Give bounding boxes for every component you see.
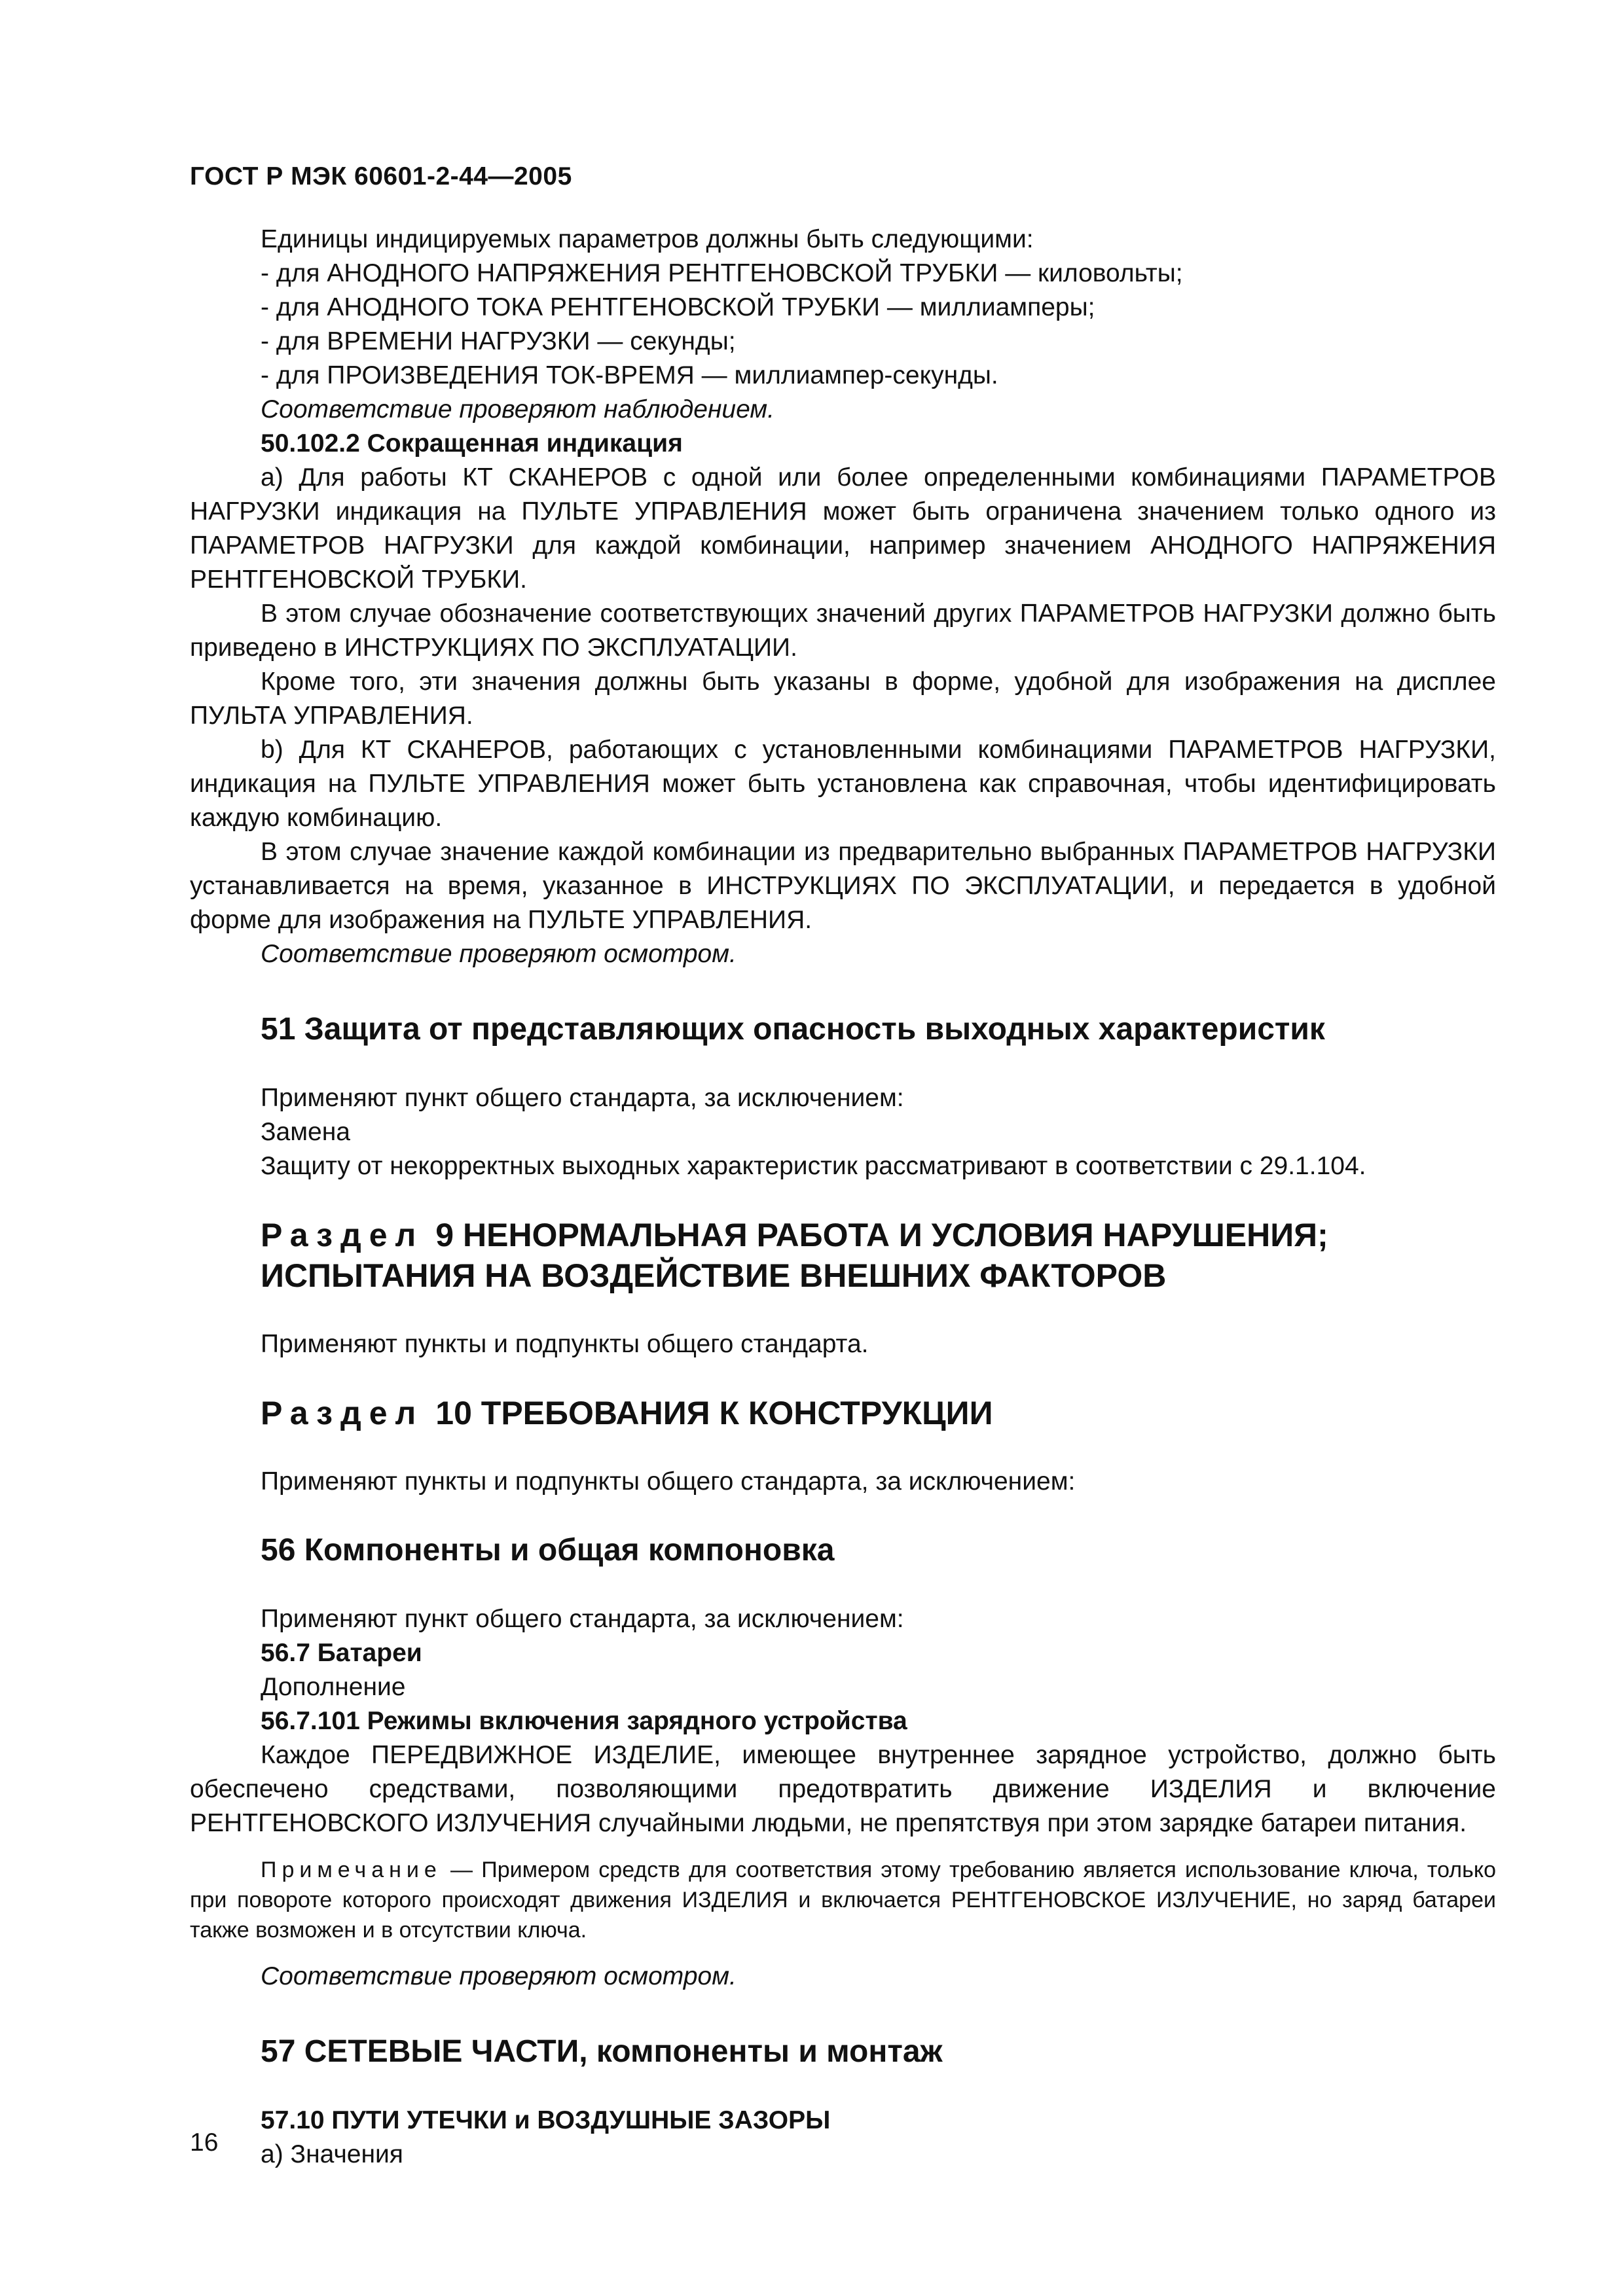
clause-heading-56-7: 56.7 Батареи: [261, 1639, 422, 1667]
units-intro: Единицы индицируемых параметров должны быть следующими:: [261, 225, 1034, 253]
clause-heading-50-102-2: 50.102.2 Сокращенная индикация: [261, 429, 683, 457]
part-label: Раздел: [261, 1395, 424, 1431]
part-heading-10: [261, 1393, 1496, 1433]
part-title: 10 ТРЕБОВАНИЯ К КОНСТРУКЦИИ: [435, 1395, 993, 1431]
section-heading-57: 57 СЕТЕВЫЕ ЧАСТИ, компоненты и монтаж: [261, 2034, 943, 2069]
part-heading-9: [261, 1215, 1496, 1255]
paragraph: В этом случае значение каждой комбинации из предварительно выбранных ПАРАМЕТРОВ НАГРУЗКИ устанавливается на время, указанное в ИНСТРУКЦИЯХ ПО ЭКСПЛУАТАЦИИ, и передается в удобной форме для изображения на ПУЛЬТЕ УПРАВЛЕНИЯ.: [190, 838, 1496, 934]
part-title-line2: ИСПЫТАНИЯ НА ВОЗДЕЙСТВИЕ ВНЕШНИХ ФАКТОРОВ: [261, 1257, 1167, 1294]
document-header: ГОСТ Р МЭК 60601-2-44—2005: [190, 162, 572, 190]
document-page: [190, 0, 1499, 2296]
paragraph: b) Для КТ СКАНЕРОВ, работающих с установленными комбинациями ПАРАМЕТРОВ НАГРУЗКИ, индикация на ПУЛЬТЕ УПРАВЛЕНИЯ может быть установлена как справочная, чтобы идентифицировать каждую комбинацию.: [190, 736, 1496, 832]
section-heading-56: 56 Компоненты и общая компоновка: [261, 1533, 835, 1568]
paragraph: а) Значения: [261, 2140, 403, 2168]
compliance-note: Соответствие проверяют осмотром.: [261, 940, 737, 968]
note-label: Примечание: [261, 1857, 442, 1882]
paragraph: Дополнение: [261, 1673, 406, 1701]
units-item: - для ПРОИЗВЕДЕНИЯ ТОК-ВРЕМЯ — миллиампер-секунды.: [261, 361, 998, 389]
paragraph: Защиту от некорректных выходных характеристик рассматривают в соответствии с 29.1.104.: [261, 1152, 1366, 1180]
compliance-note: Соответствие проверяют наблюдением.: [261, 395, 775, 423]
clause-heading-56-7-101: 56.7.101 Режимы включения зарядного устройства: [261, 1707, 907, 1735]
paragraph: В этом случае обозначение соответствующих значений других ПАРАМЕТРОВ НАГРУЗКИ должно быть приведено в ИНСТРУКЦИЯХ ПО ЭКСПЛУАТАЦИИ.: [190, 600, 1496, 662]
paragraph: Замена: [261, 1118, 350, 1146]
units-item: - для АНОДНОГО НАПРЯЖЕНИЯ РЕНТГЕНОВСКОЙ ТРУБКИ — киловольты;: [261, 259, 1183, 287]
part-title-line1: 9 НЕНОРМАЛЬНАЯ РАБОТА И УСЛОВИЯ НАРУШЕНИЯ;: [435, 1217, 1328, 1253]
part-label: Раздел: [261, 1217, 424, 1253]
paragraph: Каждое ПЕРЕДВИЖНОЕ ИЗДЕЛИЕ, имеющее внутреннее зарядное устройство, должно быть обеспечено средствами, позволяющими предотвратить движение ИЗДЕЛИЯ и включение РЕНТГЕНОВСКОГО ИЗЛУЧЕНИЯ случайными людьми, не препятствуя при этом зарядке батареи питания.: [190, 1741, 1496, 1837]
paragraph: Применяют пункты и подпункты общего стандарта.: [261, 1330, 869, 1358]
paragraph: Применяют пункт общего стандарта, за исключением:: [261, 1605, 904, 1633]
paragraph: Кроме того, эти значения должны быть указаны в форме, удобной для изображения на дисплее ПУЛЬТА УПРАВЛЕНИЯ.: [190, 668, 1496, 730]
compliance-note: Соответствие проверяют осмотром.: [261, 1962, 737, 1990]
document-body: [190, 223, 1496, 2172]
paragraph: Применяют пункт общего стандарта, за исключением:: [261, 1084, 904, 1112]
note: [190, 1855, 1496, 1945]
units-item: - для АНОДНОГО ТОКА РЕНТГЕНОВСКОЙ ТРУБКИ — миллиамперы;: [261, 293, 1095, 321]
section-heading-51: 51 Защита от представляющих опасность выходных характеристик: [261, 1012, 1325, 1047]
note-text: — Примером средств для соответствия этому требованию является использование ключа, только при повороте которого происходят движения ИЗДЕЛИЯ и включается РЕНТГЕНОВСКОЕ ИЗЛУЧЕНИЕ, но заряд батареи также возможен и в отсутствии ключа.: [190, 1857, 1496, 1943]
clause-heading-57-10: 57.10 ПУТИ УТЕЧКИ и ВОЗДУШНЫЕ ЗАЗОРЫ: [261, 2106, 831, 2134]
paragraph: а) Для работы КТ СКАНЕРОВ с одной или более определенными комбинациями ПАРАМЕТРОВ НАГРУЗКИ индикация на ПУЛЬТЕ УПРАВЛЕНИЯ может быть ограничена значением только одного из ПАРАМЕТРОВ НАГРУЗКИ для каждой комбинации, например значением АНОДНОГО НАПРЯЖЕНИЯ РЕНТГЕНОВСКОЙ ТРУБКИ.: [190, 463, 1496, 594]
units-item: - для ВРЕМЕНИ НАГРУЗКИ — секунды;: [261, 327, 736, 355]
page-number: 16: [190, 2128, 219, 2157]
paragraph: Применяют пункты и подпункты общего стандарта, за исключением:: [261, 1467, 1076, 1496]
